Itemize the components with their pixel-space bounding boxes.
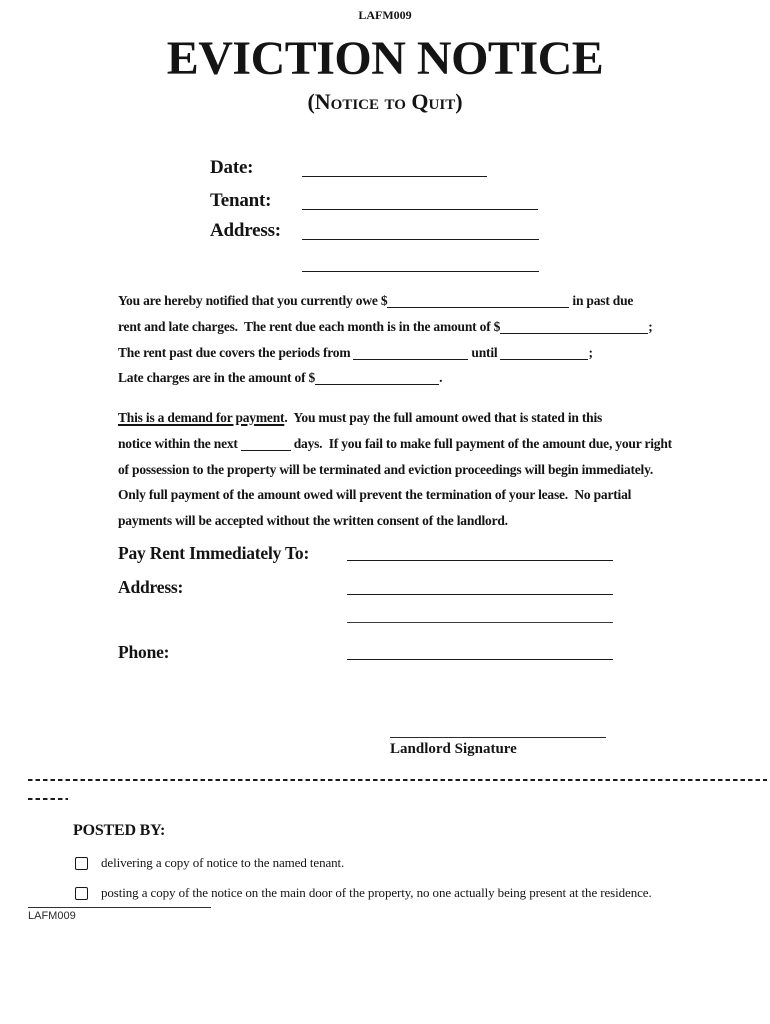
late-charges-blank[interactable] [315,372,439,385]
demand-line-4: Only full payment of the amount owed will prevent the termination of your lease. No partial [118,487,632,503]
owed-text-4a: Late charges are in the amount of $ [118,370,316,386]
dashed-divider-row-2 [28,798,68,800]
posted-by-heading: POSTED BY: [73,822,166,839]
owed-text-3c: ; [588,344,593,360]
demand-text-2b: days. If you fail to make full payment of the amount due, your right [293,435,672,451]
demand-line-1 [118,405,698,431]
demand-line-2 [118,431,698,457]
date-label: Date: [210,157,254,178]
phone-line[interactable] [347,659,613,660]
address-line-1[interactable] [302,239,539,240]
date-row [210,157,550,181]
demand-text-1: . You must pay the full amount owed that is stated in this [284,410,603,425]
owed-text-3b: until [471,344,498,360]
tenant-label: Tenant: [210,190,272,211]
tenant-line[interactable] [302,209,538,210]
demand-paragraph [118,405,698,534]
owed-text-1b: in past due [572,293,634,308]
address-label: Address: [210,220,281,241]
form-code-bottom: LAFM009 [28,910,76,922]
signature-block [390,721,610,758]
owed-paragraph [118,288,698,391]
payment-section [118,543,678,668]
address-row [210,220,550,244]
owed-line-2 [118,314,698,340]
pay-to-line[interactable] [347,560,613,561]
checkbox-posting-label: posting a copy of the notice on the main door of the property, no one actually being present at the residence. [101,885,652,900]
demand-underlined-phrase: This is a demand for payment [118,410,285,425]
document-subtitle: (Notice to Quit) [307,89,463,114]
owed-text-3a: The rent past due covers the periods from [118,344,351,360]
pay-address-line-1[interactable] [347,594,613,595]
dashed-divider-row-1 [28,779,767,781]
days-blank[interactable] [241,438,291,451]
owed-line-4 [118,365,698,391]
demand-line-3: of possession to the property will be terminated and eviction proceedings will begin immediately. [118,461,654,477]
owed-line-1 [118,288,698,314]
footnote-rule [28,907,211,908]
checkbox-delivering[interactable] [75,857,88,870]
pay-to-label: Pay Rent Immediately To: [118,543,310,563]
owed-text-2a: rent and late charges. The rent due each month is in the amount of $ [118,318,501,334]
checkbox-delivering-label: delivering a copy of notice to the named tenant. [101,855,345,870]
period-from-blank[interactable] [353,347,468,360]
demand-line-5: payments will be accepted without the written consent of the landlord. [118,513,508,529]
tenant-row [210,190,550,214]
document-title: EVICTION NOTICE [166,32,604,85]
owed-text-4b: . [439,370,443,386]
period-until-blank[interactable] [500,347,588,360]
owed-text-1a: You are hereby notified that you currently owe $ [118,293,388,308]
address-row-2 [210,252,550,276]
phone-label: Phone: [118,642,170,662]
demand-text-2a: notice within the next [118,435,238,451]
address-line-2[interactable] [302,271,539,272]
recipient-fields [210,157,550,282]
monthly-rent-blank[interactable] [500,321,648,334]
owed-text-2b: ; [648,318,653,334]
pay-address-line-2[interactable] [347,622,613,623]
owed-line-3 [118,340,698,366]
form-code-top: LAFM009 [358,8,412,22]
date-line[interactable] [302,176,487,177]
posted-by-item-posting [75,885,755,901]
pay-address-label: Address: [118,577,184,597]
posted-by-item-delivering [75,855,755,871]
landlord-signature-label: Landlord Signature [390,741,517,757]
owed-amount-blank[interactable] [387,295,569,308]
checkbox-posting[interactable] [75,887,88,900]
